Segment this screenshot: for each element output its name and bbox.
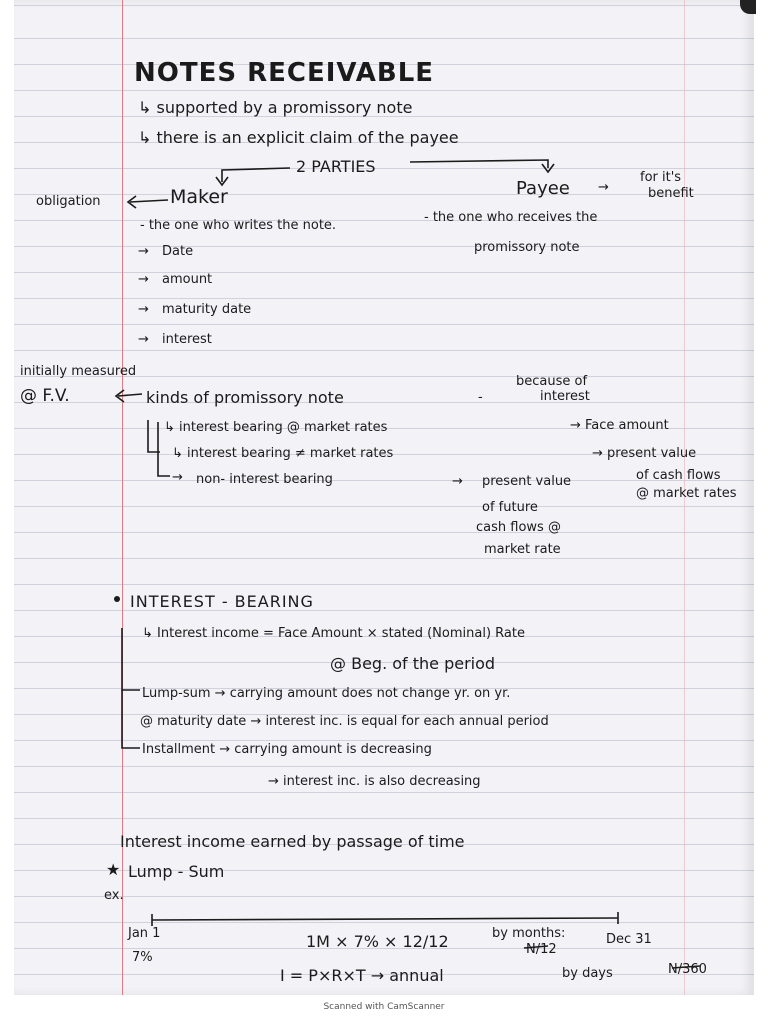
because-of-2: interest bbox=[540, 389, 590, 404]
kind-3-result-4: market rate bbox=[484, 542, 561, 557]
kind-2-result-3: @ market rates bbox=[636, 486, 737, 501]
example-label: ex. bbox=[104, 888, 124, 903]
label-for-benefit-1: for it's bbox=[640, 170, 682, 185]
line-parties: 2 PARTIES bbox=[296, 157, 376, 176]
lump-sum-heading: Lump - Sum bbox=[128, 862, 225, 881]
label-fair-value: @ F.V. bbox=[20, 386, 70, 406]
label-for-benefit-2: benefit bbox=[648, 186, 694, 201]
line-supported: ↳ supported by a promissory note bbox=[138, 98, 413, 117]
scanner-watermark: Scanned with CamScanner bbox=[323, 1002, 445, 1012]
by-days-label: by days bbox=[562, 966, 613, 981]
kinds-heading: kinds of promissory note bbox=[146, 388, 344, 407]
label-initially-measured: initially measured bbox=[20, 364, 137, 379]
maker-item-arrow: → bbox=[138, 302, 149, 317]
installment-line-2: → interest inc. is also decreasing bbox=[268, 774, 481, 789]
interest-income-formula: ↳ Interest income = Face Amount × stated (Nominal) Rate bbox=[142, 626, 525, 641]
kind-3-result-1: present value bbox=[482, 474, 572, 489]
interest-bearing-heading: INTEREST - BEARING bbox=[130, 592, 314, 611]
interest-formula: I = P×R×T → annual bbox=[280, 966, 444, 985]
bullet-dot bbox=[114, 596, 120, 602]
maker-item-interest: interest bbox=[162, 332, 212, 347]
star-icon: ★ bbox=[106, 860, 121, 879]
kind-3-arrow: → bbox=[172, 470, 183, 485]
kind-2-result-2: of cash flows bbox=[636, 468, 721, 483]
kind-2-result: → present value bbox=[592, 446, 697, 461]
example-calculation: 1M × 7% × 12/12 bbox=[306, 932, 449, 951]
lump-sum-line-2: @ maturity date → interest inc. is equal for each annual period bbox=[140, 714, 549, 729]
days-fraction: N/360 bbox=[668, 962, 707, 977]
months-fraction: N/12 bbox=[526, 942, 557, 957]
maker-item-date: Date bbox=[162, 244, 194, 259]
page-title: NOTES RECEIVABLE bbox=[134, 58, 435, 88]
dash: - bbox=[478, 390, 483, 405]
label-obligation: obligation bbox=[36, 194, 101, 209]
timeline-end: Dec 31 bbox=[606, 932, 652, 947]
payee-description-2: promissory note bbox=[474, 240, 580, 255]
maker-item-amount: amount bbox=[162, 272, 213, 287]
kind-3: non- interest bearing bbox=[196, 472, 333, 487]
maker-item-arrow: → bbox=[138, 244, 149, 259]
arrow-benefit: → bbox=[598, 180, 609, 195]
passage-of-time-heading: Interest income earned by passage of time bbox=[120, 832, 465, 851]
label-maker: Maker bbox=[170, 186, 228, 208]
kind-3-arrow-2: → bbox=[452, 474, 463, 489]
kind-2: ↳ interest bearing ≠ market rates bbox=[172, 446, 394, 461]
beginning-of-period: @ Beg. of the period bbox=[330, 654, 496, 673]
line-explicit: ↳ there is an explicit claim of the payee bbox=[138, 128, 459, 147]
lump-sum-line-1: Lump-sum → carrying amount does not change yr. on yr. bbox=[142, 686, 511, 701]
because-of-1: because of bbox=[516, 374, 588, 389]
by-months-label: by months: bbox=[492, 926, 566, 941]
timeline-start: Jan 1 bbox=[128, 926, 161, 941]
maker-item-arrow: → bbox=[138, 272, 149, 287]
maker-description: - the one who writes the note. bbox=[140, 218, 337, 233]
payee-description-1: - the one who receives the bbox=[424, 210, 598, 225]
kind-3-result-2: of future bbox=[482, 500, 538, 515]
kind-1-result: → Face amount bbox=[570, 418, 669, 433]
label-payee: Payee bbox=[516, 178, 570, 199]
maker-item-maturity: maturity date bbox=[162, 302, 252, 317]
kind-1: ↳ interest bearing @ market rates bbox=[164, 420, 388, 435]
installment-line-1: Installment → carrying amount is decreasing bbox=[142, 742, 432, 757]
kind-3-result-3: cash flows @ bbox=[476, 520, 561, 535]
rate-value: 7% bbox=[132, 950, 153, 965]
maker-item-arrow: → bbox=[138, 332, 149, 347]
